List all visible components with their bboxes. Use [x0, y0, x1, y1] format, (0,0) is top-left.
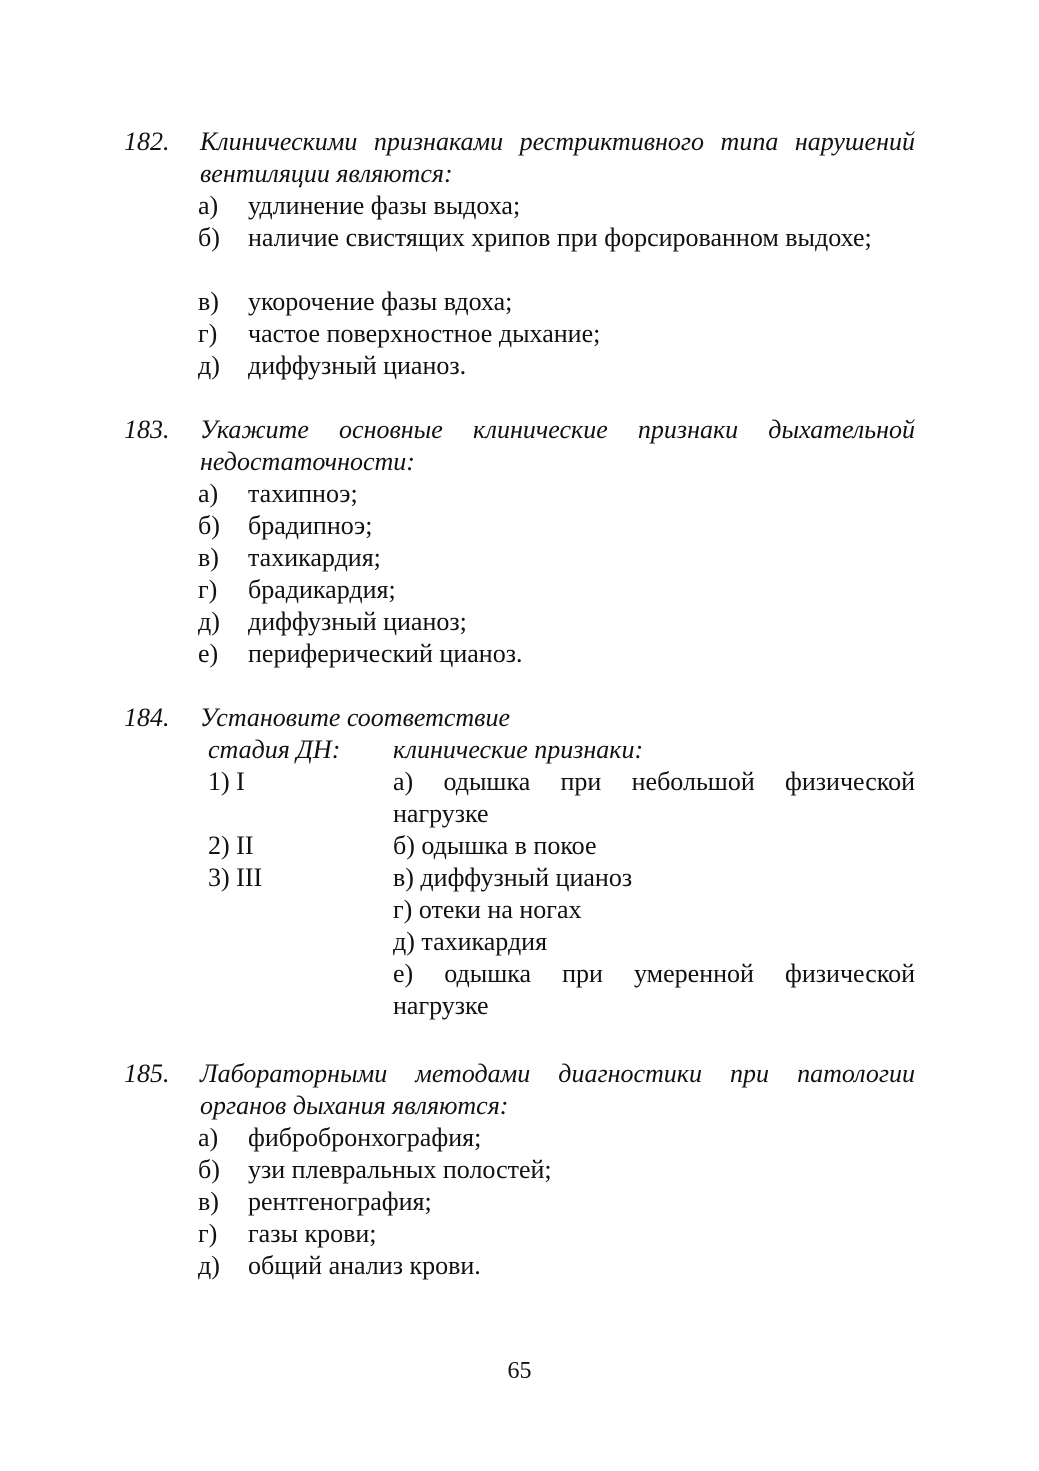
question-text: Установите соответствие — [200, 703, 510, 732]
option-letter: г) — [198, 1219, 218, 1248]
sign-item: г) отеки на ногах — [393, 895, 582, 924]
option-letter: г) — [198, 575, 218, 604]
stage-column-header: стадия ДН: — [208, 735, 341, 764]
signs-column-header: клинические признаки: — [393, 735, 644, 764]
option-text: фибробронхография; — [248, 1123, 482, 1152]
option-letter: д) — [198, 351, 220, 380]
stage-item: 1) I — [208, 767, 245, 796]
option-text: частое поверхностное дыхание; — [248, 319, 601, 348]
sign-item: д) тахикардия — [393, 927, 548, 956]
option-text: газы крови; — [248, 1219, 377, 1248]
option-letter: б) — [198, 223, 220, 252]
question-text: Клиническими признаками рестриктивного типа нарушений вентиляции являются: — [200, 127, 915, 188]
option-text: брадипноэ; — [248, 511, 373, 540]
option-text: узи плевральных полостей; — [248, 1155, 552, 1184]
option-text: диффузный цианоз; — [248, 607, 467, 636]
option-text: периферический цианоз. — [248, 639, 523, 668]
sign-item: а) одышка при небольшой физической нагрузке — [393, 767, 915, 828]
question-text: Лабораторными методами диагностики при патологии органов дыхания являются: — [200, 1059, 915, 1120]
sign-item: в) диффузный цианоз — [393, 863, 633, 892]
question-number: 185. — [124, 1059, 170, 1088]
option-letter: в) — [198, 1187, 219, 1216]
option-text: наличие свистящих хрипов при форсированном выдохе; — [248, 223, 872, 252]
option-letter: б) — [198, 1155, 220, 1184]
sign-item: е) одышка при умеренной физической нагрузке — [393, 959, 915, 1020]
option-letter: д) — [198, 1251, 220, 1280]
option-text: брадикардия; — [248, 575, 396, 604]
option-letter: д) — [198, 607, 220, 636]
stage-item: 3) III — [208, 863, 263, 892]
option-text: общий анализ крови. — [248, 1251, 481, 1280]
option-text: тахипноэ; — [248, 479, 358, 508]
option-text: укорочение фазы вдоха; — [248, 287, 513, 316]
option-letter: а) — [198, 479, 219, 508]
option-letter: в) — [198, 543, 219, 572]
option-text: удлинение фазы выдоха; — [248, 191, 521, 220]
question-text: Укажите основные клинические признаки дыхательной недостаточности: — [200, 415, 915, 476]
option-text: рентгенография; — [248, 1187, 432, 1216]
question-number: 184. — [124, 703, 170, 732]
option-letter: а) — [198, 1123, 219, 1152]
sign-item: б) одышка в покое — [393, 831, 597, 860]
option-letter: г) — [198, 319, 218, 348]
question-number: 183. — [124, 415, 170, 444]
option-letter: е) — [198, 639, 219, 668]
question-number: 182. — [124, 127, 170, 156]
option-text: тахикардия; — [248, 543, 381, 572]
option-text: диффузный цианоз. — [248, 351, 467, 380]
option-letter: в) — [198, 287, 219, 316]
page-number: 65 — [507, 1358, 532, 1384]
option-letter: а) — [198, 191, 219, 220]
option-letter: б) — [198, 511, 220, 540]
stage-item: 2) II — [208, 831, 254, 860]
